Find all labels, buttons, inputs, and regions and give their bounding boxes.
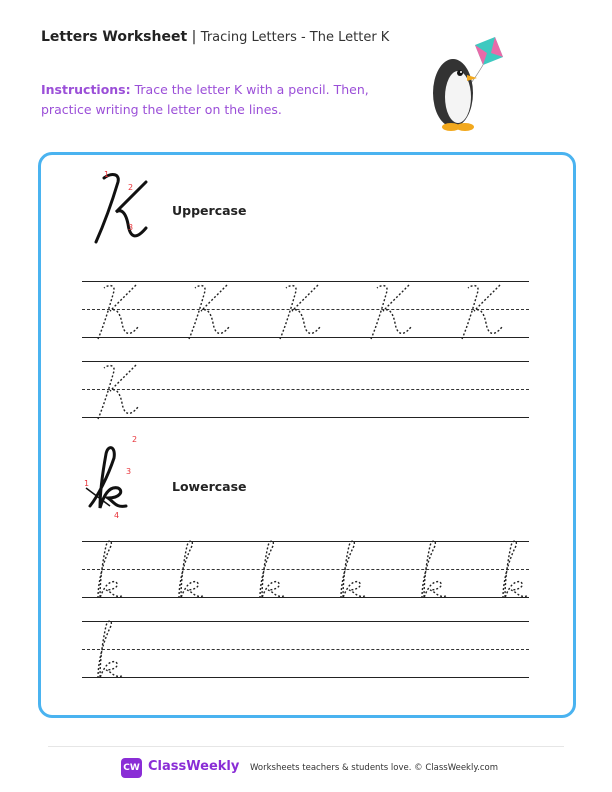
writing-line-mid bbox=[82, 569, 529, 570]
trace-uppercase-k bbox=[274, 283, 324, 343]
writing-line-mid bbox=[82, 649, 529, 650]
uppercase-label: Uppercase bbox=[172, 203, 247, 218]
trace-uppercase-k bbox=[92, 283, 142, 343]
writing-line-top bbox=[82, 361, 529, 362]
penguin-kite-illustration bbox=[425, 35, 515, 135]
classweekly-logo: CW bbox=[121, 758, 142, 778]
trace-uppercase-k bbox=[183, 283, 233, 343]
footer-divider bbox=[48, 746, 564, 747]
worksheet-subtitle: Tracing Letters - The Letter K bbox=[200, 30, 390, 45]
trace-lowercase-k bbox=[165, 540, 209, 600]
trace-uppercase-k bbox=[365, 283, 415, 343]
page-title bbox=[41, 29, 389, 45]
uppercase-k-model bbox=[88, 168, 158, 248]
trace-uppercase-k bbox=[92, 363, 142, 423]
stroke-number: 4 bbox=[114, 511, 120, 520]
writing-line-mid bbox=[82, 389, 529, 390]
trace-uppercase-k bbox=[456, 283, 506, 343]
trace-lowercase-k bbox=[84, 620, 128, 680]
instructions bbox=[41, 80, 381, 120]
footer-tagline: Worksheets teachers & students love. © ClassWeekly.com bbox=[250, 763, 499, 773]
trace-lowercase-k bbox=[327, 540, 371, 600]
worksheet-title: Letters Worksheet bbox=[41, 29, 188, 45]
writing-line-top bbox=[82, 541, 529, 542]
trace-lowercase-k bbox=[408, 540, 452, 600]
stroke-number: 2 bbox=[128, 183, 134, 192]
instructions-text: Trace the letter K with a pencil. Then, practice writing the letter on the lines. bbox=[41, 82, 369, 117]
title-separator: | bbox=[191, 29, 197, 45]
trace-lowercase-k bbox=[246, 540, 290, 600]
stroke-number: 1 bbox=[104, 170, 110, 179]
writing-line-top bbox=[82, 281, 529, 282]
trace-lowercase-k bbox=[84, 540, 128, 600]
stroke-number: 3 bbox=[126, 467, 132, 476]
trace-lowercase-k bbox=[489, 540, 533, 600]
lowercase-k-model bbox=[80, 436, 140, 520]
writing-line-top bbox=[82, 621, 529, 622]
writing-line-base bbox=[82, 677, 529, 678]
stroke-number: 2 bbox=[132, 436, 138, 444]
instructions-label: Instructions: bbox=[41, 82, 131, 97]
stroke-number: 3 bbox=[128, 223, 134, 232]
lowercase-label: Lowercase bbox=[172, 479, 247, 494]
brand-name: ClassWeekly bbox=[148, 759, 240, 774]
writing-line-base bbox=[82, 417, 529, 418]
stroke-number: 1 bbox=[84, 479, 90, 488]
writing-line-base bbox=[82, 597, 529, 598]
